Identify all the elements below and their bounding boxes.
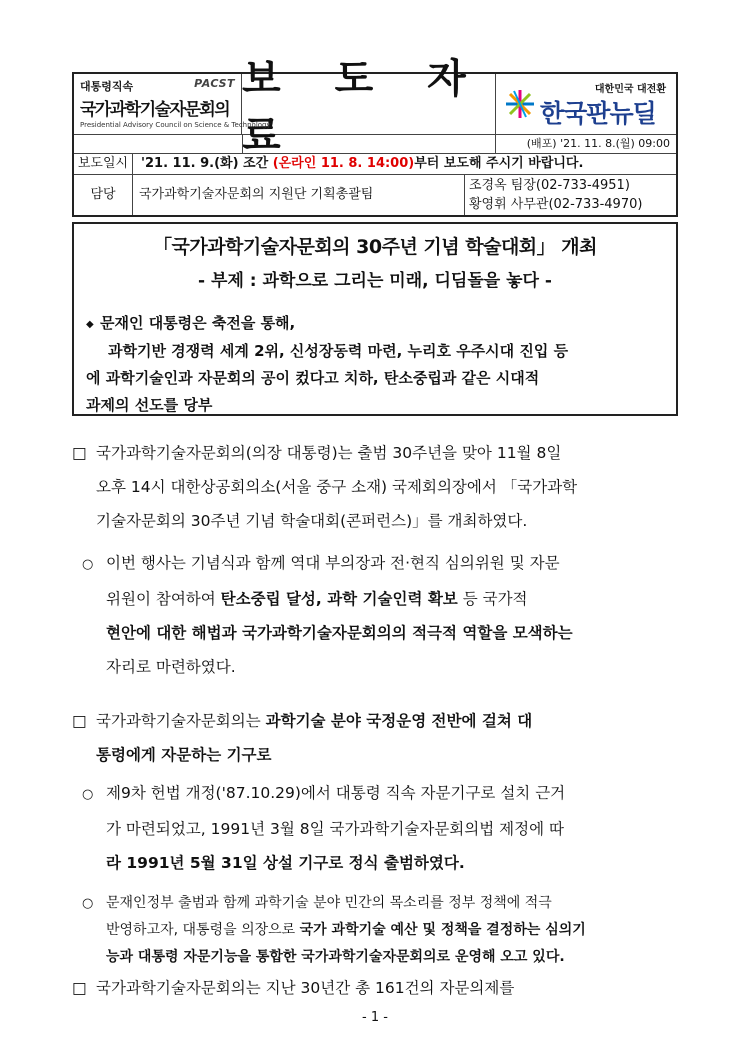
org-logo [74,74,271,134]
body-text: 국가과학기술자문회의(의장 대통령)는 출범 30주년을 맞아 11월 8일 [96,444,562,462]
body-line [82,776,678,812]
embargo-online-time: (온라인 11. 8. 14:00) [272,156,415,171]
blank-cell [74,135,243,153]
body-line: 가 마련되었고, 1991년 3월 8일 국가과학기술자문회의법 제정에 따 [106,820,564,838]
new-deal-icon [504,88,536,120]
embargo-label: 보도일시 [74,154,133,174]
paragraph-2 [72,704,678,772]
body-text: 이번 행사는 기념식과 함께 역대 부의장과 전·현직 심의위원 및 자문 [106,554,560,572]
paragraph-3 [72,971,678,1005]
header-distribution-row [74,135,676,154]
org-english-name: Presidential Advisory Council on Science & Technology [80,121,271,129]
summary-text: 문재인 대통령은 축전을 통해, [100,314,296,332]
sub-paragraph-3 [72,890,678,971]
contact-2: 황영휘 사무관(02-733-4970) [469,197,643,212]
summary-line [86,310,666,338]
body-line: 현안에 대한 해법과 국가과학기술자문회의의 적극적 역할을 모색하는 [106,624,573,642]
page-number: - 1 - [362,1010,388,1025]
body-line [82,582,678,616]
body-text-bold: 과학기술 분야 국정운영 전반에 걸쳐 대 [265,712,533,730]
body-line [82,917,678,944]
body-line: 기술자문회의 30주년 기념 학술대회(콘퍼런스)」를 개최하였다. [96,512,528,530]
charge-team: 국가과학기술자문회의 지원단 기획총괄팀 [133,175,465,215]
embargo-row [74,154,676,175]
body-text-bold: 국가 과학기술 예산 및 정책을 결정하는 심의기 [299,922,586,938]
circle-bullet-icon: ○ [82,557,94,572]
body-line: 라 1991년 5월 31일 상설 기구로 정식 출범하였다. [106,854,465,872]
contact-1: 조경옥 팀장(02-733-4951) [469,178,630,193]
circle-bullet-icon: ○ [82,787,94,802]
paragraph-1 [72,436,678,538]
blank-cell [243,135,496,153]
body-text: 문재인정부 출범과 함께 과학기술 분야 민간의 목소리를 정부 정책에 적극 [106,895,552,911]
distribution-date: (배포) '21. 11. 8.(월) 09:00 [526,137,670,150]
body-text: 위원이 참여하여 [106,590,221,608]
summary-line: 과학기반 경쟁력 세계 2위, 신성장동력 마련, 누리호 우주시대 진입 등 [108,342,569,360]
body-text: 제9차 헌법 개정('87.10.29)에서 대통령 직속 자문기구로 설치 근거 [106,784,566,802]
diamond-bullet-icon: ◆ [86,319,94,330]
brand-name: 한국판뉴딜 [540,99,656,128]
new-deal-logo [496,74,676,134]
body-text: 국가과학기술자문회의는 지난 30년간 총 161건의 자문의제를 [96,979,515,997]
body-text: 등 국가적 [457,590,528,608]
body-text-bold: 탄소중립 달성, 과학 기술인력 확보 [220,590,458,608]
body-content [72,436,678,1005]
main-title: 「국가과학기술자문회의 30주년 기념 학술대회」 개최 [153,236,597,258]
header-table [72,56,678,217]
square-bullet-icon: □ [72,444,87,462]
embargo-text [133,154,676,174]
doc-type-title: 보 도 자 료 [242,56,486,159]
subtitle: - 부제 : 과학으로 그리는 미래, 디딤돌을 놓다 - [198,271,552,291]
pacst-logo: PACST [194,77,235,90]
body-line: 자리로 마련하였다. [106,658,236,676]
circle-bullet-icon: ○ [82,896,94,911]
headline-box [72,222,678,416]
body-text: 국가과학기술자문회의는 [96,712,266,730]
charge-label: 담당 [74,175,133,215]
body-line [82,890,678,917]
embargo-pre: '21. 11. 9.(화) 조간 [141,156,273,171]
doc-type-cell [242,56,496,159]
square-bullet-icon: □ [72,712,87,730]
body-line: 오후 14시 대한상공회의소(서울 중구 소재) 국제회의장에서 「국가과학 [96,478,578,496]
body-line: 통령에게 자문하는 기구로 [96,746,272,764]
body-text: 반영하고자, 대통령을 의장으로 [106,922,300,938]
body-line [72,436,678,470]
contact-row [74,175,676,215]
sub-paragraph-2 [72,776,678,880]
embargo-post: 부터 보도해 주시기 바랍니다. [414,156,584,171]
org-name: 국가과학기술자문회의 [80,100,230,120]
summary [86,310,666,419]
sub-paragraph-1 [72,546,678,684]
summary-line: 에 과학기술인과 자문회의 공이 컸다고 치하, 탄소중립과 같은 시대적 [86,369,540,387]
contacts [465,175,676,215]
body-line [72,704,678,738]
summary-line: 과제의 선도를 당부 [86,396,213,414]
org-small-label: 대통령직속 [80,80,134,93]
square-bullet-icon: □ [72,979,87,997]
body-line [82,546,678,582]
body-line: 능과 대통령 자문기능을 통합한 국가과학기술자문회의로 운영해 오고 있다. [106,949,565,965]
brand-sub-label: 대한민국 대전환 [594,84,666,95]
body-line [72,971,678,1005]
